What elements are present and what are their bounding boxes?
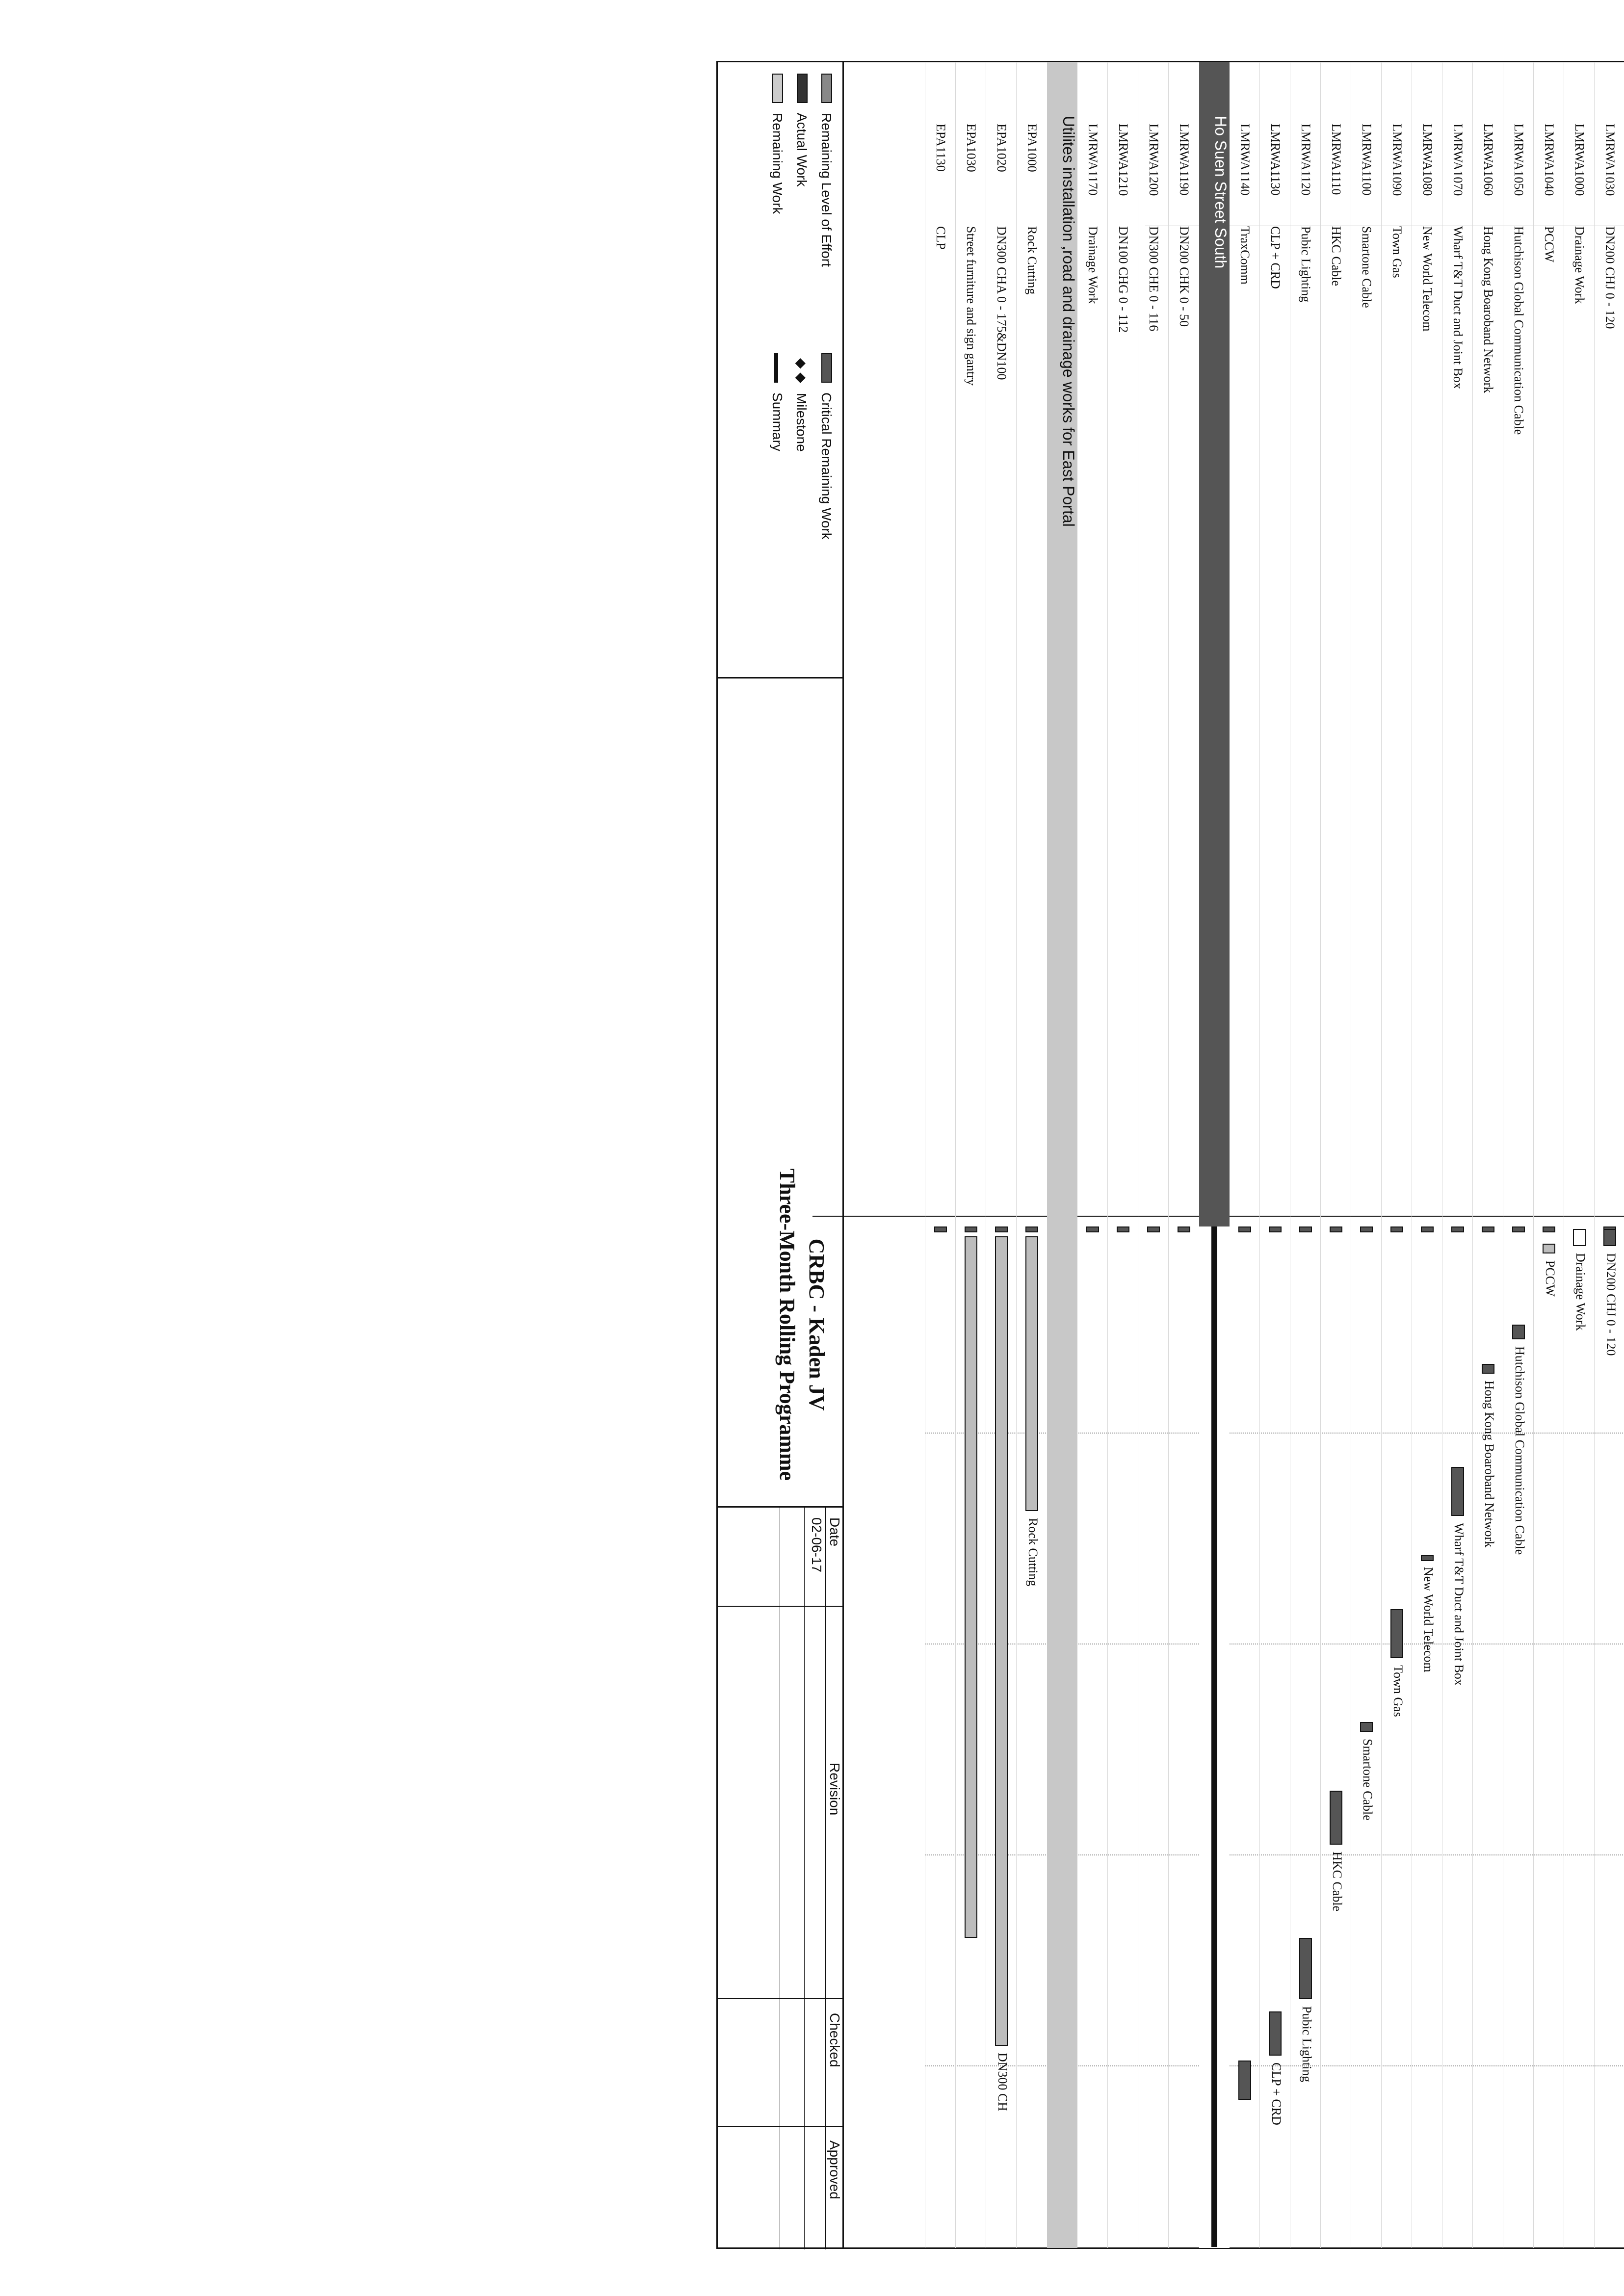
remaining-bar [1603,1229,1616,1246]
remaining-bar [1421,1555,1434,1561]
bar-label: PCCW [1543,1260,1557,1297]
activity-id: LMRWA1140 [1238,124,1252,196]
activity-row[interactable] [1107,62,1138,2248]
bar-label: Drainage Work [1573,1253,1588,1331]
activity-row[interactable] [1412,62,1442,2248]
activity-name: DN300 CHA 0 - 175&DN100 [995,226,1009,380]
remaining-bar [1025,1236,1038,1511]
activity-row[interactable] [1381,62,1412,2248]
activity-id: LMRWA1120 [1299,124,1313,196]
activity-row[interactable] [1259,62,1290,2248]
bar-label: Hutchison Global Communication Cable [1513,1346,1527,1555]
activity-row[interactable] [1138,62,1169,2248]
summary-bar [1211,1226,1217,2247]
bar-label: Hong Kong Boaroband Network [1482,1381,1496,1548]
activity-name: Pubic Lighting [1299,226,1313,303]
activity-row[interactable] [1229,62,1260,2248]
actual-bar [1451,1226,1464,1232]
activity-id: LMRWA1200 [1147,124,1161,196]
activity-id: LMRWA1030 [1603,124,1617,196]
signoff-table: Date 02-06-17 Revision Checked Approved [717,1506,844,2249]
actual-bar [934,1226,947,1232]
activity-name: CLP [934,226,948,250]
bar-label: Wharf T&T Duct and Joint Box [1452,1523,1466,1686]
activity-id: EPA1000 [1025,124,1039,172]
activity-name: Hutchison Global Communication Cable [1512,226,1526,435]
bar-label: New World Telecom [1421,1567,1436,1672]
activity-name: DN200 CHJ 0 - 120 [1603,226,1617,329]
activity-name: Drainage Work [1086,226,1100,304]
footer-programme: Three-Month Rolling Programme [775,1168,799,1481]
remaining-bar [1330,1791,1342,1845]
bar-label: DN200 CHJ 0 - 120 [1604,1253,1618,1356]
activity-row[interactable] [1351,62,1382,2248]
actual-bar [1360,1226,1373,1232]
remaining-bar [1573,1229,1586,1246]
actual-bar [1086,1226,1099,1232]
activity-row[interactable] [1564,62,1595,2248]
remaining-bar [995,1236,1008,2046]
actual-bar [995,1226,1008,1232]
legend-summary: Summary [769,353,785,451]
actual-bar [1421,1226,1434,1232]
remaining-bar [1238,2061,1251,2100]
activity-name: TraxComm [1238,226,1252,285]
activity-row[interactable] [1016,62,1047,2248]
activity-name: HKC Cable [1329,226,1343,287]
bar-label: Rock Cutting [1026,1518,1040,1587]
remaining-bar [965,1236,977,1938]
legend-actual: Actual Work [794,74,810,186]
activity-id: LMRWA1000 [1572,124,1587,196]
actual-bar [1269,1226,1282,1232]
activity-id: LMRWA1110 [1329,124,1343,195]
activity-id: LMRWA1210 [1116,124,1130,196]
legend-milestone: ◆ ◆Milestone [794,358,809,452]
activity-id: EPA1130 [934,124,948,172]
activity-name: Drainage Work [1572,226,1587,304]
remaining-bar [1482,1364,1494,1374]
activity-row[interactable] [1077,62,1108,2248]
actual-bar [1512,1226,1525,1232]
legend-critical: Critical Remaining Work [818,353,834,540]
actual-bar [1299,1226,1312,1232]
activity-id: LMRWA1060 [1481,124,1495,196]
actual-bar [1117,1226,1129,1232]
bar-label: Smartone Cable [1361,1739,1375,1821]
remaining-bar [1451,1467,1464,1516]
remaining-bar [1299,1938,1312,1999]
activity-id: LMRWA1100 [1360,124,1374,196]
actual-bar [1390,1226,1403,1232]
activity-row[interactable] [1442,62,1473,2248]
activity-name: DN300 CHE 0 - 116 [1147,226,1161,332]
activity-name: DN100 CHG 0 - 112 [1116,226,1130,333]
bar-label: Pubic Lighting [1300,2006,1314,2083]
activity-name: Smartone Cable [1360,226,1374,308]
activity-row[interactable] [1290,62,1321,2248]
activity-id: EPA1030 [964,124,978,172]
activity-row[interactable] [1472,62,1503,2248]
activity-id: LMRWA1170 [1086,124,1100,196]
activity-name: Town Gas [1390,226,1404,278]
activity-name: DN200 CHK 0 - 50 [1177,226,1191,327]
legend-remaining-effort: Remaining Level of Effort [818,74,834,267]
legend-separator [717,677,844,678]
activity-name: Hong Kong Boaroband Network [1481,226,1495,393]
actual-bar [1147,1226,1160,1232]
actual-bar [1178,1226,1190,1232]
remaining-bar [1360,1722,1373,1732]
remaining-bar [1269,2011,1282,2056]
bar-label: HKC Cable [1330,1852,1344,1912]
activity-row[interactable] [955,62,986,2248]
wbs-band [1047,62,1077,2248]
activity-name: PCCW [1542,226,1556,262]
activity-name: Wharf T&T Duct and Joint Box [1451,226,1465,389]
activity-row[interactable] [1594,62,1624,2248]
activity-row[interactable] [1533,62,1564,2248]
footer-company: CRBC - Kaden JV [805,1238,829,1411]
actual-bar [1238,1226,1251,1232]
remaining-bar [1390,1609,1403,1658]
activity-name: CLP + CRD [1268,226,1283,289]
activity-id: LMRWA1090 [1390,124,1404,196]
actual-bar [1482,1226,1494,1232]
activity-row[interactable] [1320,62,1351,2248]
bar-label: Town Gas [1391,1665,1405,1717]
activity-id: LMRWA1070 [1451,124,1465,196]
actual-bar [1025,1226,1038,1232]
actual-bar [1330,1226,1342,1232]
bar-label: DN300 CH [995,2053,1010,2112]
activity-row[interactable] [1503,62,1534,2248]
actual-bar [1543,1226,1555,1232]
remaining-bar [1543,1244,1555,1253]
bar-label: CLP + CRD [1269,2062,1283,2125]
activity-name: Street furniture and sign gantry [964,226,978,386]
activity-id: LMRWA1190 [1177,124,1191,196]
activity-row[interactable] [986,62,1017,2248]
schedule-sheet [672,0,1624,2296]
activity-name: Rock Cutting [1025,226,1039,295]
activity-id: EPA1020 [995,124,1009,172]
actual-bar [965,1226,977,1232]
activity-row[interactable] [925,62,956,2248]
activity-id: LMRWA1130 [1268,124,1283,196]
wbs-band [1199,62,1230,2248]
activity-id: LMRWA1040 [1542,124,1556,196]
wbs-band-label: Utilites installation ,road and drainage works for East Portal [1060,116,1077,527]
activity-id: LMRWA1080 [1420,124,1435,196]
wbs-band-label: Ho Suen Street South [1212,116,1230,269]
legend-remaining: Remaining Work [769,74,785,214]
activity-name: New World Telecom [1420,226,1435,332]
remaining-bar [1512,1325,1525,1339]
activity-id: LMRWA1050 [1512,124,1526,196]
activity-row[interactable] [1168,62,1199,2248]
